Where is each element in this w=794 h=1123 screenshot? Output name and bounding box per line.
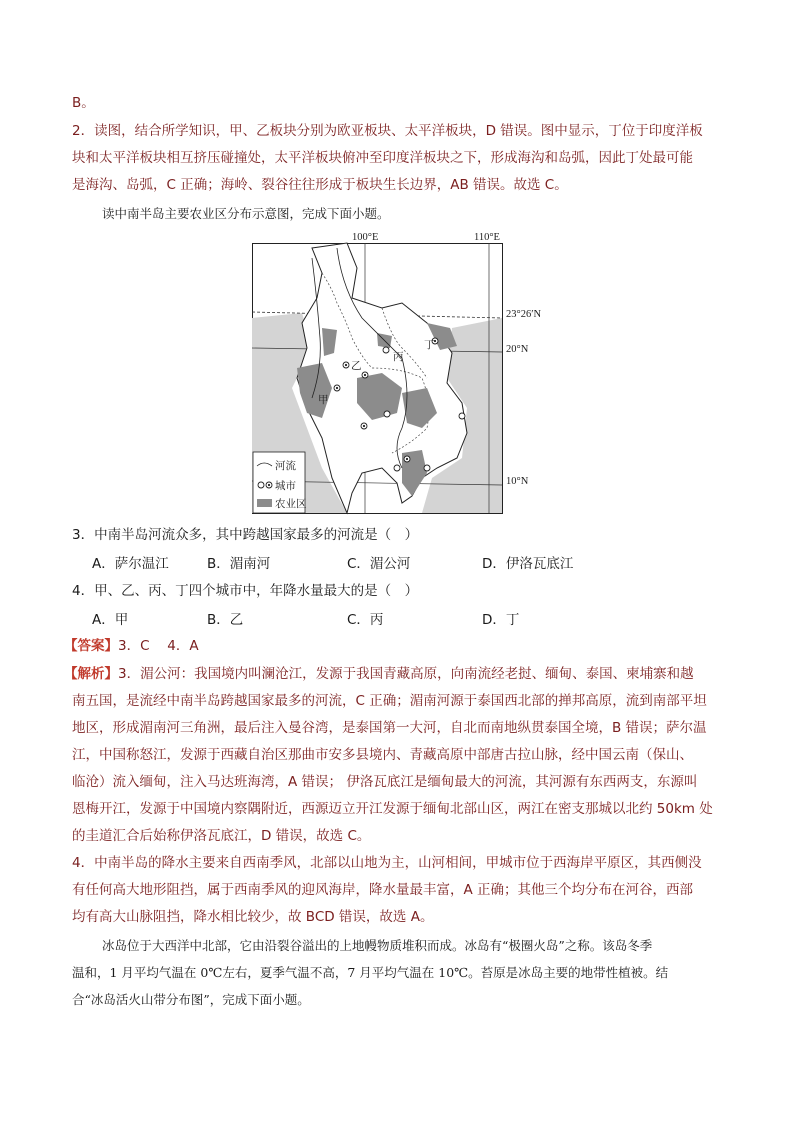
analysis-line: 地区，形成湄南河三角洲，最后注入曼谷湾，是泰国第一大河，自北而南地纵贯泰国全境，B 错误；萨尔温 [72, 720, 707, 736]
city-legend-icon [258, 482, 264, 488]
option-a[interactable]: A．萨尔温江 [92, 556, 169, 572]
analysis-line: 【解析】3．湄公河：我国境内叫澜沧江，发源于我国青藏高原，向南流经老挝、缅甸、泰国、柬埔寨和越 [64, 666, 694, 682]
legend-city-label: 城市 [275, 481, 296, 492]
explanation-line: 块和太平洋板块相互挤压碰撞处，太平洋板块俯冲至印度洋板块之下，形成海沟和岛弧，因此丁处最可能 [72, 150, 693, 166]
option-c[interactable]: C．丙 [347, 612, 384, 628]
city-label-bing: 丙 [393, 352, 404, 363]
analysis-line: 恩梅开江，发源于中国境内察隅附近，西源迈立开江发源于缅甸北部山区，两江在密支那城以北约 50km 处 [72, 801, 713, 817]
lon-label: 100°E [352, 232, 379, 243]
question-3-options [92, 552, 573, 572]
question-4-stem: 4．甲、乙、丙、丁四个城市中，年降水量最大的是（ ） [72, 583, 419, 599]
option-c[interactable]: C．湄公河 [347, 556, 411, 572]
analysis-line: 4．中南半岛的降水主要来自西南季风，北部以山地为主，山河相间，甲城市位于西海岸平原区，其西侧没 [72, 855, 702, 871]
explanation-line: 是海沟、岛弧，C 正确；海岭、裂谷往往形成于板块生长边界，AB 错误。故选 C。 [72, 177, 568, 193]
option-d[interactable]: D．丁 [482, 612, 520, 628]
analysis-line: 的圭道汇合后始称伊洛瓦底江，D 错误，故选 C。 [72, 828, 371, 844]
legend-agri-label: 农业区 [275, 499, 307, 510]
option-b[interactable]: B．湄南河 [207, 556, 271, 572]
analysis-line: 均有高大山脉阻挡，降水相比较少，故 BCD 错误，故选 A。 [72, 909, 434, 925]
answer-line [64, 635, 199, 657]
analysis-line: 有任何高大地形阻挡，属于西南季风的迎风海岸，降水量最丰富，A 正确；其他三个均分布在河谷，西部 [72, 882, 694, 898]
question-4-options [92, 608, 519, 628]
analysis-line: 临沧）流入缅甸，注入马达班海湾，A 错误； 伊洛瓦底江是缅甸最大的河流，其河源有东西两支，东源叫 [72, 774, 698, 790]
city-label-ding: 丁 [424, 340, 435, 351]
map-intro: 读中南半岛主要农业区分布示意图，完成下面小题。 [102, 206, 390, 221]
next-passage-line: 冰岛位于大西洋中北部，它由沿裂谷溢出的上地幔物质堆积而成。冰岛有“极圈火岛”之称。该岛冬季 [102, 938, 653, 953]
next-passage-line: 温和，1 月平均气温在 0℃左右，夏季气温不高，7 月平均气温在 10℃。苔原是冰岛主要的地带性植被。结 [72, 965, 669, 980]
lat-label-tropic: 23°26′N [506, 309, 542, 320]
indochina-agriculture-map [252, 228, 504, 516]
option-a[interactable]: A．甲 [92, 612, 129, 628]
city-label-yi: 乙 [351, 361, 362, 372]
agri-legend-icon [257, 499, 272, 507]
explanation-line: 2．读图，结合所学知识，甲、乙板块分别为欧亚板块、太平洋板块，D 错误。图中显示，丁位于印度洋板 [72, 123, 703, 139]
prev-answer-tail: B。 [72, 95, 95, 111]
analysis-label: 【解析】 [64, 666, 118, 682]
next-passage-line: 合“冰岛活火山带分布图”，完成下面小题。 [72, 992, 310, 1007]
lat-label-20: 20°N [506, 344, 529, 355]
lon-label: 110°E [474, 232, 500, 243]
answer-text: 3．C 4．A [118, 638, 199, 654]
option-b[interactable]: B．乙 [207, 612, 244, 628]
answer-label: 【答案】 [64, 638, 118, 654]
lat-label-10: 10°N [506, 476, 529, 487]
option-d[interactable]: D．伊洛瓦底江 [482, 556, 574, 572]
question-3-stem: 3．中南半岛河流众多，其中跨越国家最多的河流是（ ） [72, 527, 419, 543]
city-label-jia: 甲 [318, 395, 329, 406]
analysis-line: 南五国，是流经中南半岛跨越国家最多的河流，C 正确；湄南河源于泰国西北部的掸邦高原，流到南部平坦 [72, 693, 707, 709]
legend-river-label: 河流 [275, 461, 296, 472]
analysis-line: 江，中国称怒江，发源于西藏自治区那曲市安多县境内、青藏高原中部唐古拉山脉，经中国云南（保山、 [72, 747, 693, 763]
